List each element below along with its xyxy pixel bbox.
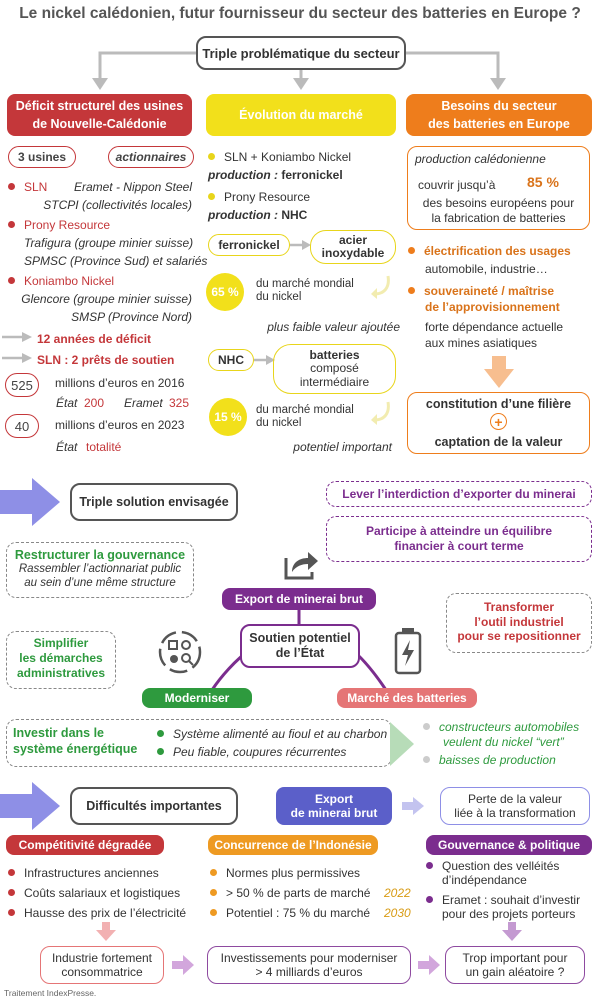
acier-line1: acier [338,232,368,247]
export-blue-box [276,787,392,825]
bullet-dot [210,889,217,896]
participe-l2: financier à court terme [394,539,524,553]
batteries-label: batteries [309,347,360,362]
perte-l2: liée à la transformation [454,806,576,820]
amount1-text: millions d’euros en 2016 [55,376,185,390]
solution-big-arrow [0,478,62,526]
prets-text: SLN : 2 prêts de soutien [37,353,175,367]
souv-l1: souveraineté / maîtrise [424,284,555,298]
souv-l2: de l’approvisionnement [425,300,560,314]
nhc-pill: NHC [208,349,254,371]
captation-text: captation de la valeur [434,435,563,449]
prod-cal-text: production calédonienne [415,152,546,166]
usines-pill: 3 usines [8,146,76,168]
transformer-l1: Transformer [483,600,555,614]
amount2-etat-label: État [56,440,78,454]
curved-arrow-icon [370,274,394,300]
acier-box [310,230,396,264]
comp3: Hausse des prix de l’électricité [24,906,187,920]
simplifier-l3: administratives [16,666,106,680]
dep-l2: aux mines asiatiques [425,336,538,350]
export-l2: de minerai brut [290,806,378,820]
bullet-dot [8,221,15,228]
bottom1-l1: Industrie fortement [51,950,153,965]
sln-owner-1: Eramet - Nippon Steel [73,180,192,194]
indo3-year: 2030 [384,906,411,920]
bullet-dot [426,862,433,869]
constr-l1: constructeurs automobiles [439,720,580,734]
investir-arrow [390,722,416,766]
item2-prod: NHC [281,208,308,222]
simplifier-l2: les démarches [19,651,103,665]
col1-header-line1: Déficit structurel des usines [15,99,184,113]
gouv2-l1: Eramet : souhait d’investir [442,893,581,907]
filiere-text: constitution d’une filière [425,397,572,411]
sys1: Système alimenté au fioul et au charbon [173,727,388,741]
bottom-industrie-box [40,946,164,984]
comp-tag: Compétitivité dégradée [6,835,164,855]
col3-header-line1: Besoins du secteur [441,99,557,113]
marche-tag: Marché des batteries [337,688,477,708]
indo2: > 50 % de parts de marché [226,886,371,900]
bullet-dot [8,889,15,896]
down-arrow-purple [502,922,522,942]
export-l1: Export [314,791,353,806]
pct1-text-l1: du marché mondial [256,278,354,290]
bottom-trop-box [445,946,585,984]
production-label-2: production : [208,208,278,222]
compose-l2: intermédiaire [299,374,370,389]
bullet-dot [408,247,415,254]
item1-prod: ferronickel [281,168,343,182]
koniambo-owner-2: SMSP (Province Nord) [71,310,192,324]
bottom3-l1: Trop important pour [462,950,568,965]
bullet-dot [408,287,415,294]
page-title: Le nickel calédonien, futur fournisseur du secteur des batteries en Europe ? [19,5,581,22]
bullet-dot [426,896,433,903]
indo2-year: 2022 [384,886,411,900]
bottom-arrow-2 [418,955,442,975]
bottom-invest-box [207,946,411,984]
bullet-dot [8,277,15,284]
plus-icon: + [490,413,507,430]
comp2: Coûts salariaux et logistiques [24,886,181,900]
bullet-dot [157,730,164,737]
item1-text: SLN + Koniambo Nickel [224,150,352,164]
curved-arrow-icon [370,400,394,426]
sln-owner-2: STCPI (collectivités locales) [43,198,192,212]
koniambo-owner-1: Glencore (groupe minier suisse) [21,292,192,306]
participe-l1: Participe à atteindre un équilibre [365,524,553,538]
sys2: Peu fiable, coupures récurrentes [173,745,347,759]
simplifier-l1: Simplifier [33,636,89,650]
credit-text: Traitement IndexPresse. [4,988,97,998]
amount1-eramet: 325 [169,396,190,410]
baisses: baisses de production [439,753,556,767]
amount2-totalite: totalité [86,440,122,454]
elec-text: électrification des usages [424,244,571,258]
moderniser-tag: Moderniser [142,688,252,708]
bullet-dot [8,869,15,876]
bullet-dot [423,756,430,763]
gouv-title: Restructurer la gouvernance [14,548,186,562]
participe-box [326,516,592,562]
difficultes-title: Difficultés importantes [70,787,238,825]
bottom-arrow-1 [172,955,196,975]
potentiel-text: potentiel important [293,440,392,454]
down-arrow-red [96,922,116,942]
amount-40: 40 [5,414,39,438]
investir-l2: système énergétique [13,741,138,756]
pct2-text-l1: du marché mondial [256,404,354,416]
ferro-arrow [290,237,312,253]
item2-text: Prony Resource [224,190,311,204]
bullet-dot [210,909,217,916]
bullet-dot [208,153,215,160]
top-connectors [0,0,600,100]
eramet-label: Eramet [124,396,163,410]
sln-label: SLN [24,180,48,194]
production-label: production : [208,168,278,182]
pct15-circle: 15 % [209,398,247,436]
pct85: 85 % [527,174,559,190]
solution-title: Triple solution envisagée [70,483,238,521]
koniambo-label: Koniambo Nickel [24,274,115,288]
besoins-l2: la fabrication de batteries [431,211,566,225]
investir-l1: Investir dans le [13,726,105,740]
prony-owner-1: Trafigura (groupe minier suisse) [24,236,194,250]
export-arrow [402,797,426,815]
deficit-text: 12 années de déficit [37,332,152,346]
soutien-l1: Soutien potentiel [249,631,351,645]
export-tag: Export de minerai brut [222,588,376,610]
acier-line2: inoxydable [321,246,385,260]
prony-label: Prony Resource [24,218,111,232]
transformer-l2: l’outil industriel [474,614,564,629]
bullet-dot [423,723,430,730]
gouvpol-tag: Gouvernance & politique [426,835,592,855]
bullet-dot [8,909,15,916]
col1-header-line2: de Nouvelle-Calédonie [32,117,167,132]
bottom3-l2: un gain aléatoire ? [465,965,565,979]
perte-box [440,787,590,825]
col2-header: Évolution du marché [206,94,396,136]
gouv1-l2: d’indépendance [442,873,527,888]
bullet-dot [8,183,15,190]
couvrir-text: couvrir jusqu’à [418,178,496,192]
gouv-l2: au sein d’une même structure [24,576,176,589]
amount2-text: millions d’euros en 2023 [55,418,185,432]
constr-l2: veulent du nickel “vert” [443,735,564,749]
indo3: Potentiel : 75 % du marché [226,906,371,920]
besoins-l1: des besoins européens pour [422,196,575,210]
bottom2-l1: Investissements pour moderniser [220,950,398,965]
pct2-text-l2: du nickel [256,417,302,430]
transformer-l3: pour se repositionner [457,629,581,644]
soutien-box [240,624,360,668]
difficultes-big-arrow [0,782,62,830]
ferronickel-pill: ferronickel [208,234,290,256]
bottom2-l2: > 4 milliards d’euros [255,965,363,979]
bullet-dot [157,748,164,755]
batteries-box [273,344,396,394]
etat-label: État [56,396,78,410]
col3-header-line2: des batteries en Europe [428,117,570,132]
problematique-box: Triple problématique du secteur [196,36,406,70]
actionnaires-pill: actionnaires [108,146,194,168]
lever-box: Lever l’interdiction d’exporter du minerai [326,481,592,507]
export-share-icon [282,546,322,582]
bullet-dot [208,193,215,200]
bottom1-l2: consommatrice [61,965,143,979]
soutien-l2: de l’État [275,646,325,660]
amount1-etat: 200 [84,396,105,410]
pct65-circle: 65 % [206,273,244,311]
amount-525: 525 [5,373,39,397]
elec-sub: automobile, industrie… [425,262,548,276]
valeur-text: plus faible valeur ajoutée [267,320,400,334]
bullet-dot [210,869,217,876]
comp1: Infrastructures anciennes [24,866,159,880]
compose-l1: composé [310,361,359,376]
deficit-arrows [0,328,40,368]
prony-owner-2: SPMSC (Province Sud) et salariés [24,254,208,268]
indo-tag: Concurrence de l’Indonésie [208,835,378,855]
pct1-text-l2: du nickel [256,291,302,304]
dep-l1: forte dépendance actuelle [425,320,564,334]
down-arrow-icon [482,356,516,390]
indo1: Normes plus permissives [226,866,361,880]
gouv1-l1: Question des velléités [442,859,560,873]
perte-l1: Perte de la valeur [467,791,563,806]
gouv-l1: Rassembler l’actionnariat public [18,563,182,575]
gouv2-l2: pour des projets porteurs [442,907,576,922]
